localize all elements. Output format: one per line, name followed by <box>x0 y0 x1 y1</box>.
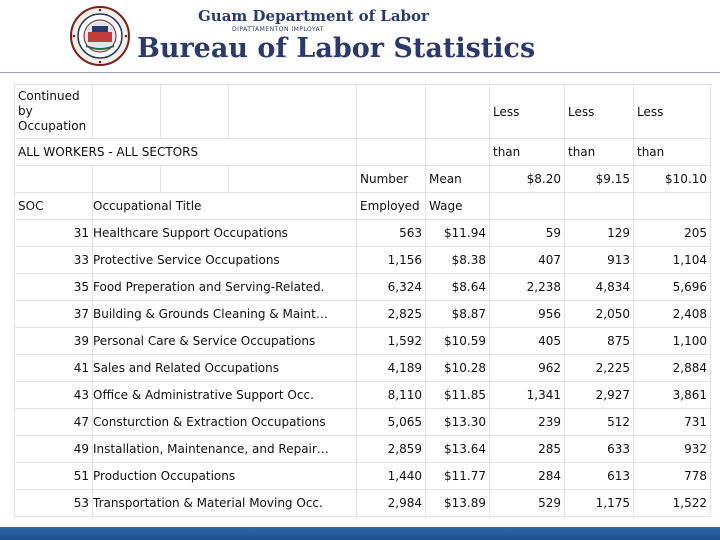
soc-code: 33 <box>15 247 93 274</box>
table-row <box>15 328 711 355</box>
occupation-title: Production Occupations <box>93 463 357 490</box>
table-row <box>15 382 711 409</box>
occupation-title: Personal Care & Service Occupations <box>93 328 357 355</box>
less-label-1: Less <box>490 85 565 139</box>
mean-wage: $10.28 <box>426 355 490 382</box>
count-less-than-8-20: 59 <box>490 220 565 247</box>
count-less-than-10-10: 731 <box>634 409 711 436</box>
soc-code: 31 <box>15 220 93 247</box>
count-less-than-8-20: 529 <box>490 490 565 517</box>
count-less-than-8-20: 284 <box>490 463 565 490</box>
employed-label: Employed <box>357 193 426 220</box>
count-less-than-9-15: 129 <box>565 220 634 247</box>
count-less-than-10-10: 2,408 <box>634 301 711 328</box>
employed-count: 1,156 <box>357 247 426 274</box>
wage-threshold-2: $9.15 <box>565 166 634 193</box>
sector-label: ALL WORKERS - ALL SECTORS <box>15 139 357 166</box>
employed-count: 8,110 <box>357 382 426 409</box>
count-less-than-9-15: 633 <box>565 436 634 463</box>
occupation-title: Food Preperation and Serving-Related. <box>93 274 357 301</box>
than-label-2: than <box>565 139 634 166</box>
count-less-than-10-10: 205 <box>634 220 711 247</box>
table-row <box>15 274 711 301</box>
count-less-than-10-10: 5,696 <box>634 274 711 301</box>
count-less-than-8-20: 405 <box>490 328 565 355</box>
page-header <box>0 0 720 72</box>
count-less-than-8-20: 239 <box>490 409 565 436</box>
soc-code: 41 <box>15 355 93 382</box>
occupation-title: Protective Service Occupations <box>93 247 357 274</box>
page-title: Bureau of Labor Statistics <box>137 33 536 64</box>
table-row <box>15 355 711 382</box>
count-less-than-10-10: 1,100 <box>634 328 711 355</box>
employed-count: 1,592 <box>357 328 426 355</box>
soc-code: 43 <box>15 382 93 409</box>
count-less-than-10-10: 1,522 <box>634 490 711 517</box>
count-less-than-8-20: 285 <box>490 436 565 463</box>
soc-code: 49 <box>15 436 93 463</box>
table-row <box>15 247 711 274</box>
table-row <box>15 463 711 490</box>
soc-code: 53 <box>15 490 93 517</box>
count-less-than-9-15: 613 <box>565 463 634 490</box>
occupation-title: Installation, Maintenance, and Repair… <box>93 436 357 463</box>
mean-wage: $8.64 <box>426 274 490 301</box>
wage-table <box>14 84 711 517</box>
wage-threshold-3: $10.10 <box>634 166 711 193</box>
org-name: Guam Department of Labor <box>198 7 429 25</box>
employed-count: 563 <box>357 220 426 247</box>
count-less-than-10-10: 1,104 <box>634 247 711 274</box>
count-less-than-8-20: 956 <box>490 301 565 328</box>
footer-bar <box>0 527 720 540</box>
count-less-than-9-15: 875 <box>565 328 634 355</box>
soc-header: SOC <box>15 193 93 220</box>
less-label-2: Less <box>565 85 634 139</box>
count-less-than-10-10: 778 <box>634 463 711 490</box>
count-less-than-9-15: 2,225 <box>565 355 634 382</box>
less-label-3: Less <box>634 85 711 139</box>
occupation-title: Sales and Related Occupations <box>93 355 357 382</box>
employed-count: 2,984 <box>357 490 426 517</box>
than-label-1: than <box>490 139 565 166</box>
occupation-title: Office & Administrative Support Occ. <box>93 382 357 409</box>
employed-count: 4,189 <box>357 355 426 382</box>
occupation-title: Consturction & Extraction Occupations <box>93 409 357 436</box>
count-less-than-8-20: 1,341 <box>490 382 565 409</box>
table-row <box>15 409 711 436</box>
header-divider <box>0 72 720 73</box>
employed-count: 1,440 <box>357 463 426 490</box>
count-less-than-8-20: 407 <box>490 247 565 274</box>
table-row <box>15 490 711 517</box>
employed-count: 5,065 <box>357 409 426 436</box>
mean-wage: $11.94 <box>426 220 490 247</box>
number-label: Number <box>357 166 426 193</box>
count-less-than-10-10: 2,884 <box>634 355 711 382</box>
org-subtitle: DIPATTAMENTON IMPLOYAT <box>232 26 324 33</box>
occupation-title: Building & Grounds Cleaning & Maint… <box>93 301 357 328</box>
soc-code: 35 <box>15 274 93 301</box>
count-less-than-9-15: 2,927 <box>565 382 634 409</box>
mean-wage: $13.89 <box>426 490 490 517</box>
table-row <box>15 220 711 247</box>
mean-wage: $10.59 <box>426 328 490 355</box>
mean-wage: $11.85 <box>426 382 490 409</box>
count-less-than-8-20: 962 <box>490 355 565 382</box>
mean-wage: $11.77 <box>426 463 490 490</box>
than-label-3: than <box>634 139 711 166</box>
soc-code: 47 <box>15 409 93 436</box>
table-row <box>15 436 711 463</box>
employed-count: 2,859 <box>357 436 426 463</box>
occupation-title: Transportation & Material Moving Occ. <box>93 490 357 517</box>
wage-label: Wage <box>426 193 490 220</box>
guam-dol-seal-icon <box>70 6 130 66</box>
title-header: Occupational Title <box>93 193 357 220</box>
count-less-than-9-15: 4,834 <box>565 274 634 301</box>
continued-label: Continued by Occupation <box>15 85 93 139</box>
employed-count: 2,825 <box>357 301 426 328</box>
employed-count: 6,324 <box>357 274 426 301</box>
wage-threshold-1: $8.20 <box>490 166 565 193</box>
count-less-than-10-10: 932 <box>634 436 711 463</box>
count-less-than-10-10: 3,861 <box>634 382 711 409</box>
table-row <box>15 301 711 328</box>
count-less-than-9-15: 913 <box>565 247 634 274</box>
soc-code: 51 <box>15 463 93 490</box>
mean-label: Mean <box>426 166 490 193</box>
mean-wage: $13.64 <box>426 436 490 463</box>
occupation-title: Healthcare Support Occupations <box>93 220 357 247</box>
mean-wage: $8.38 <box>426 247 490 274</box>
soc-code: 39 <box>15 328 93 355</box>
count-less-than-8-20: 2,238 <box>490 274 565 301</box>
mean-wage: $8.87 <box>426 301 490 328</box>
mean-wage: $13.30 <box>426 409 490 436</box>
count-less-than-9-15: 512 <box>565 409 634 436</box>
count-less-than-9-15: 1,175 <box>565 490 634 517</box>
count-less-than-9-15: 2,050 <box>565 301 634 328</box>
soc-code: 37 <box>15 301 93 328</box>
